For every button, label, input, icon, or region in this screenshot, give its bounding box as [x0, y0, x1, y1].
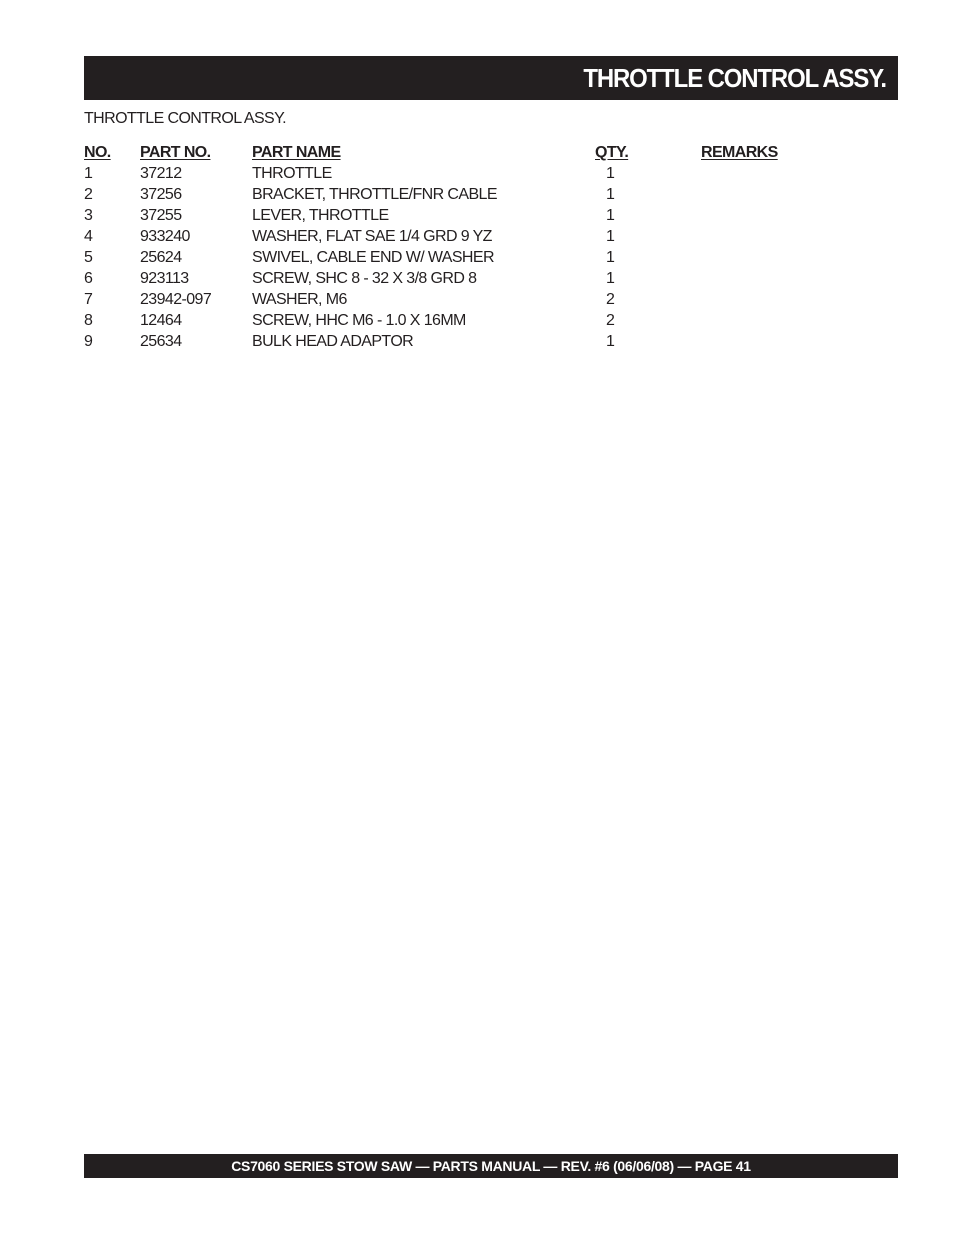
row-part-no: 12464 [140, 312, 182, 329]
row-qty: 1 [606, 270, 615, 287]
column-header-qty: QTY. [595, 144, 629, 161]
row-no: 1 [84, 165, 93, 182]
row-part-no: 23942-097 [140, 291, 212, 308]
column-header-remarks: REMARKS [701, 144, 778, 161]
table-row [84, 247, 844, 268]
row-no: 7 [84, 291, 93, 308]
footer-bar [84, 1154, 898, 1178]
row-qty: 1 [606, 165, 615, 182]
table-row [84, 205, 844, 226]
column-header-no: NO. [84, 144, 111, 161]
row-part-no: 37212 [140, 165, 182, 182]
page-title: THROTTLE CONTROL ASSY. [583, 63, 886, 93]
row-part-name: SCREW, SHC 8 - 32 X 3/8 GRD 8 [252, 270, 477, 287]
row-no: 3 [84, 207, 93, 224]
row-part-no: 933240 [140, 228, 190, 245]
row-part-no: 25624 [140, 249, 182, 266]
row-part-name: SCREW, HHC M6 - 1.0 X 16MM [252, 312, 466, 329]
row-part-name: SWIVEL, CABLE END W/ WASHER [252, 249, 494, 266]
column-header-part-no: PART NO. [140, 144, 211, 161]
row-qty: 1 [606, 333, 615, 350]
row-part-name: LEVER, THROTTLE [252, 207, 389, 224]
parts-table [84, 142, 844, 352]
row-part-no: 25634 [140, 333, 182, 350]
row-part-name: WASHER, FLAT SAE 1/4 GRD 9 YZ [252, 228, 492, 245]
column-header-part-name: PART NAME [252, 144, 341, 161]
table-header-row [84, 142, 844, 163]
row-qty: 2 [606, 312, 615, 329]
row-no: 6 [84, 270, 93, 287]
row-part-no: 37256 [140, 186, 182, 203]
row-qty: 2 [606, 291, 615, 308]
row-no: 9 [84, 333, 93, 350]
row-qty: 1 [606, 186, 615, 203]
table-row [84, 289, 844, 310]
table-row [84, 163, 844, 184]
row-part-no: 923113 [140, 270, 189, 287]
table-row [84, 268, 844, 289]
footer-text: CS7060 SERIES STOW SAW — PARTS MANUAL — REV. #6 (06/06/08) — PAGE 41 [231, 1158, 751, 1174]
row-no: 5 [84, 249, 93, 266]
section-title: THROTTLE CONTROL ASSY. [84, 110, 286, 127]
table-row [84, 310, 844, 331]
row-part-name: BRACKET, THROTTLE/FNR CABLE [252, 186, 497, 203]
table-row [84, 226, 844, 247]
row-part-no: 37255 [140, 207, 182, 224]
row-part-name: THROTTLE [252, 165, 332, 182]
row-part-name: WASHER, M6 [252, 291, 347, 308]
row-qty: 1 [606, 249, 615, 266]
row-qty: 1 [606, 228, 615, 245]
table-row [84, 331, 844, 352]
row-part-name: BULK HEAD ADAPTOR [252, 333, 414, 350]
row-no: 4 [84, 228, 93, 245]
row-no: 8 [84, 312, 93, 329]
row-no: 2 [84, 186, 93, 203]
header-bar [84, 56, 898, 100]
row-qty: 1 [606, 207, 615, 224]
table-row [84, 184, 844, 205]
